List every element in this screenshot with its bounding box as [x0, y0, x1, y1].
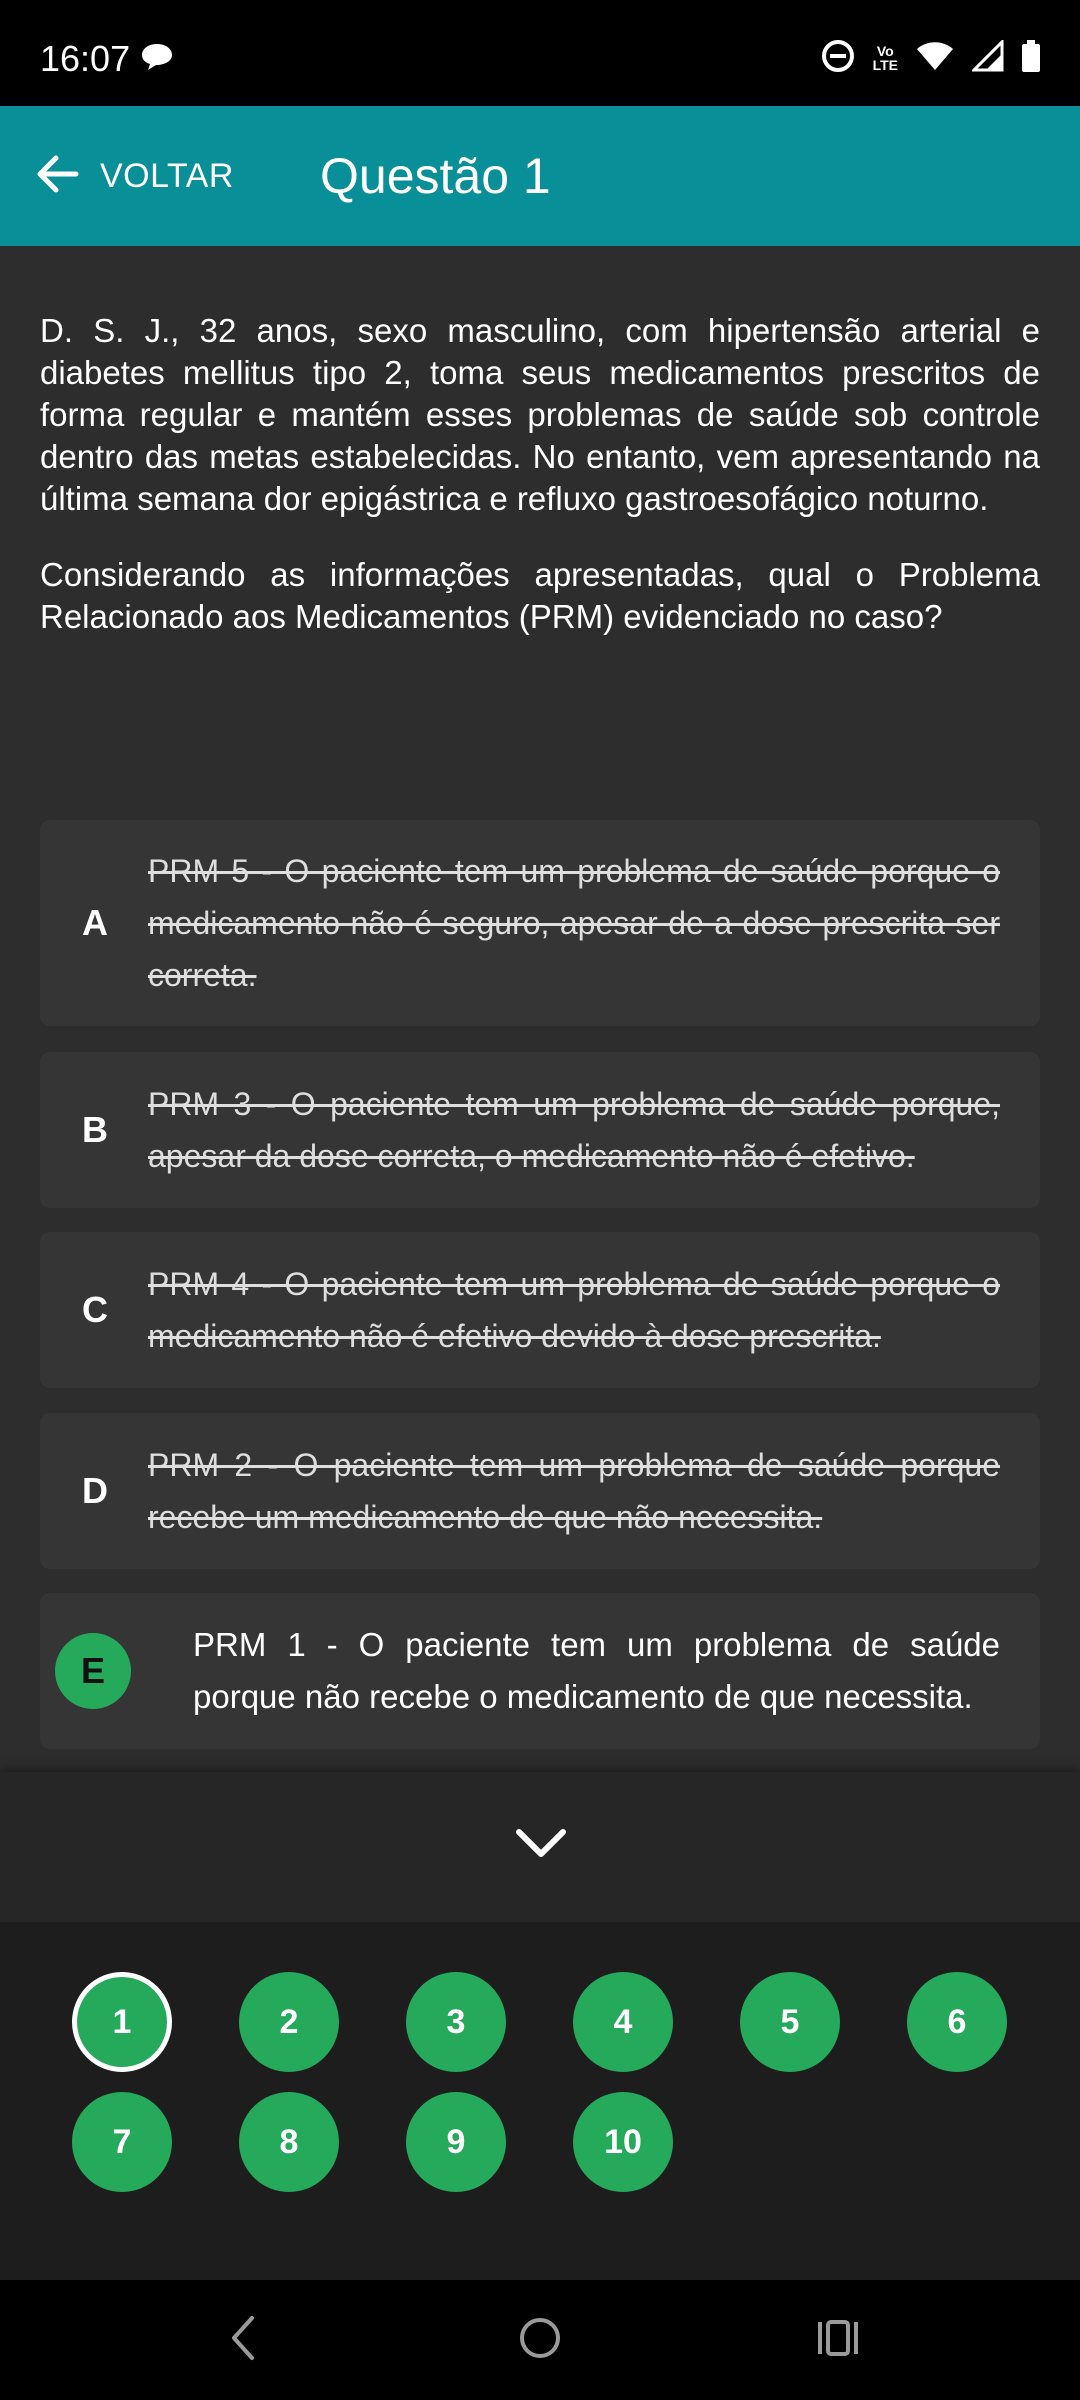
- recents-nav-icon[interactable]: [815, 2308, 861, 2373]
- option-text: PRM 4 - O paciente tem um problema de saúde porque o medicamento não é efetivo devido à dose prescrita.: [148, 1266, 1000, 1354]
- app-bar: [0, 106, 1080, 246]
- collapse-bar: [0, 1772, 1080, 1922]
- question-button-5[interactable]: 5: [740, 1972, 840, 2072]
- question-button-2[interactable]: 2: [239, 1972, 339, 2072]
- volte-bottom-label: LTE: [872, 57, 898, 73]
- arrow-left-icon: [34, 154, 80, 199]
- question-button-6[interactable]: 6: [907, 1972, 1007, 2072]
- status-icons: [821, 38, 1040, 78]
- question-paragraph-1: D. S. J., 32 anos, sexo masculino, com hipertensão arterial e diabetes mellitus tipo 2, toma seus medicamentos prescritos de forma regular e mantém esses problemas de saúde sob controle dentro das metas estabelecidas. No entanto, vem apresentando na última semana dor epigástrica e refluxo gastroesofágico noturno.: [40, 312, 1040, 517]
- home-nav-icon[interactable]: [517, 2308, 563, 2373]
- back-button[interactable]: [34, 146, 234, 206]
- question-button-7[interactable]: 7: [72, 2092, 172, 2192]
- do-not-disturb-icon: [821, 39, 855, 78]
- question-statement: [40, 310, 1040, 672]
- option-letter: D: [82, 1470, 108, 1511]
- volte-top-label: Vo: [876, 43, 894, 59]
- system-navigation-bar: [0, 2280, 1080, 2400]
- option-text: PRM 3 - O paciente tem um problema de saúde porque, apesar da dose correta, o medicamento não é efetivo.: [148, 1086, 1000, 1174]
- status-bar: [0, 0, 1080, 106]
- wifi-icon: [916, 41, 954, 76]
- page-title: Questão 1: [320, 148, 551, 204]
- question-button-8[interactable]: 8: [239, 2092, 339, 2192]
- question-button-1[interactable]: 1: [72, 1972, 172, 2072]
- chevron-down-icon[interactable]: [515, 1824, 567, 1869]
- question-button-4[interactable]: 4: [573, 1972, 673, 2072]
- volte-icon: [873, 44, 898, 72]
- option-e[interactable]: [40, 1593, 1040, 1749]
- signal-icon: [972, 40, 1004, 77]
- option-d[interactable]: [40, 1413, 1040, 1569]
- question-button-9[interactable]: 9: [406, 2092, 506, 2192]
- option-b[interactable]: [40, 1052, 1040, 1208]
- option-text: PRM 1 - O paciente tem um problema de saúde porque não recebe o medicamento de que necessita.: [193, 1626, 1000, 1715]
- option-letter: C: [82, 1289, 108, 1330]
- back-nav-icon[interactable]: [222, 2308, 262, 2373]
- battery-icon: [1022, 40, 1040, 77]
- option-text: PRM 2 - O paciente tem um problema de saúde porque recebe um medicamento de que não necessita.: [148, 1447, 1000, 1535]
- option-a[interactable]: [40, 820, 1040, 1026]
- question-button-10[interactable]: 10: [573, 2092, 673, 2192]
- option-c[interactable]: [40, 1232, 1040, 1388]
- back-label: VOLTAR: [100, 156, 234, 195]
- question-paragraph-2: Considerando as informações apresentadas, qual o Problema Relacionado aos Medicamentos (PRM) evidenciado no caso?: [40, 556, 1040, 635]
- question-navigator: [0, 1922, 1080, 2280]
- option-letter: B: [82, 1109, 108, 1150]
- question-button-3[interactable]: 3: [406, 1972, 506, 2072]
- option-letter-selected: E: [55, 1633, 131, 1709]
- option-text: PRM 5 - O paciente tem um problema de saúde porque o medicamento não é seguro, apesar de a dose prescrita ser correta.: [148, 853, 1000, 993]
- option-letter: A: [82, 902, 108, 943]
- status-time: 16:07: [40, 38, 131, 79]
- message-bubble-icon: [140, 42, 174, 77]
